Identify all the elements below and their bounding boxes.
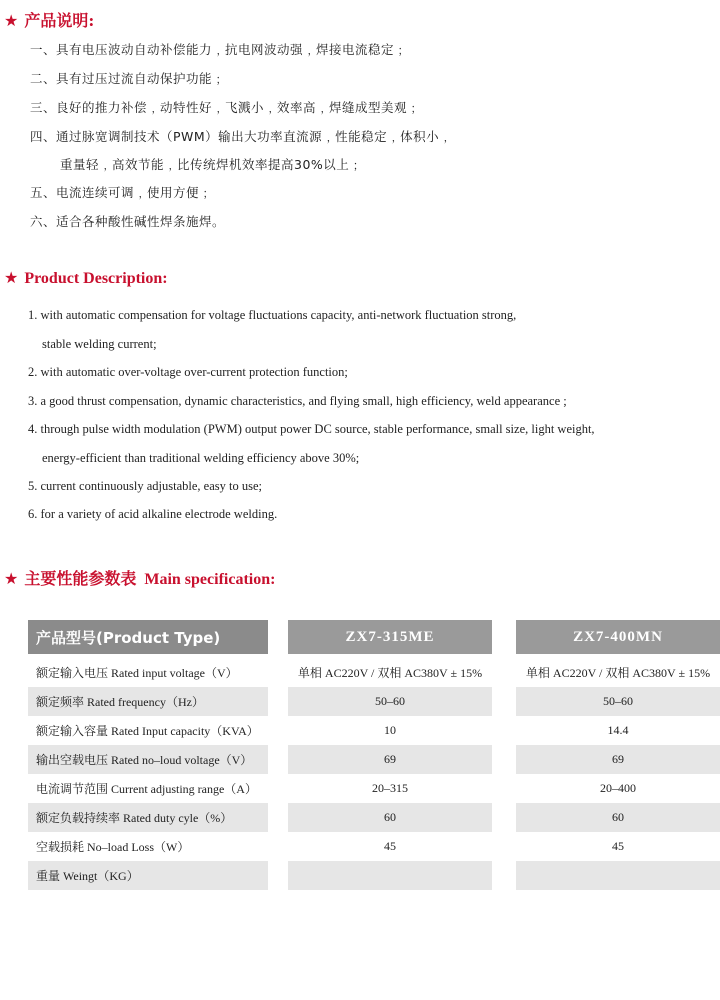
spec-row-value: 单相 AC220V / 双相 AC380V ± 15% [297, 666, 483, 680]
spec-title: ★ 主要性能参数表 Main specification: [4, 569, 276, 588]
en-item-5: 5. current continuously adjustable, easy to use; [28, 479, 262, 493]
spec-header-row [28, 620, 720, 654]
spec-header-label: 产品型号(Product Type) [28, 620, 268, 654]
spec-row-value: 45 [384, 839, 396, 853]
spec-row [28, 658, 720, 687]
spec-row-value: 10 [384, 723, 396, 737]
spec-row [28, 687, 720, 716]
spec-row-value: 20–400 [600, 781, 636, 795]
spec-row-label: 额定负载持续率 Rated duty cyle（%） [28, 803, 268, 832]
cn-item-5: 五、电流连续可调﹐使用方便﹔ [30, 185, 213, 200]
spec-row-value: 45 [612, 839, 624, 853]
en-description-title: ★ Product Description: [4, 268, 168, 287]
spec-row [28, 803, 720, 832]
spec-row [28, 832, 720, 861]
spec-row-label: 额定输入电压 Rated input voltage（V） [36, 666, 238, 680]
spec-row-label: 输出空载电压 Rated no–loud voltage（V） [28, 745, 268, 774]
en-item-1: 1. with automatic compensation for voltage fluctuations capacity, anti-network fluctuation strong, [28, 308, 517, 322]
spec-header-model-1: ZX7-315ME [288, 620, 492, 654]
spec-row-value: 60 [516, 803, 720, 832]
cn-item-6: 六、适合各种酸性碱性焊条施焊。 [30, 214, 226, 229]
en-item-2: 2. with automatic over-voltage over-current protection function; [28, 365, 348, 379]
spec-table [28, 620, 720, 890]
spec-row-value [516, 861, 720, 890]
en-item-4: 4. through pulse width modulation (PWM) output power DC source, stable performance, small size, light weight, [28, 422, 595, 436]
spec-row-value: 单相 AC220V / 双相 AC380V ± 15% [525, 666, 711, 680]
cn-item-4: 四、通过脉宽调制技术（PWM）输出大功率直流源﹐性能稳定﹐体积小﹐ [30, 129, 453, 144]
cn-item-2: 二、具有过压过流自动保护功能﹔ [30, 71, 226, 86]
star-icon: ★ [4, 11, 19, 30]
spec-row-value: 50–60 [288, 687, 492, 716]
spec-row-label: 电流调节范围 Current adjusting range（A） [36, 782, 257, 796]
spec-row-value: 50–60 [516, 687, 720, 716]
star-icon: ★ [4, 569, 19, 588]
spec-row-label: 额定频率 Rated frequency（Hz） [28, 687, 268, 716]
cn-description-title: ★ 产品说明: [4, 11, 95, 30]
spec-header-model-2: ZX7-400MN [516, 620, 720, 654]
spec-row-value: 60 [288, 803, 492, 832]
spec-row-value: 20–315 [372, 781, 408, 795]
spec-row-label: 额定输入容量 Rated Input capacity（KVA） [36, 724, 259, 738]
spec-row [28, 716, 720, 745]
en-item-3: 3. a good thrust compensation, dynamic characteristics, and flying small, high efficiency, weld appearance ; [28, 394, 567, 408]
spec-row [28, 861, 720, 890]
spec-row [28, 774, 720, 803]
star-icon: ★ [4, 268, 19, 287]
cn-item-1: 一、具有电压波动自动补偿能力﹐抗电网波动强﹐焊接电流稳定﹔ [30, 42, 408, 57]
en-item-4-cont: energy-efficient than traditional welding efficiency above 30%; [42, 451, 360, 465]
cn-item-4-cont: 重量轻﹐高效节能﹐比传统焊机效率提高30%以上﹔ [60, 157, 363, 172]
spec-row-value: 14.4 [607, 723, 629, 737]
spec-row-value [288, 861, 492, 890]
spec-row-label: 空载损耗 No–load Loss（W） [36, 840, 190, 854]
spec-row-label: 重量 Weingt（KG） [28, 861, 268, 890]
en-item-1-cont: stable welding current; [42, 337, 157, 351]
spec-row-value: 69 [288, 745, 492, 774]
spec-row-value: 69 [516, 745, 720, 774]
spec-row [28, 745, 720, 774]
cn-item-3: 三、良好的推力补偿﹐动特性好﹐飞溅小﹐效率高﹐焊缝成型美观﹔ [30, 100, 421, 115]
en-item-6: 6. for a variety of acid alkaline electrode welding. [28, 507, 278, 521]
